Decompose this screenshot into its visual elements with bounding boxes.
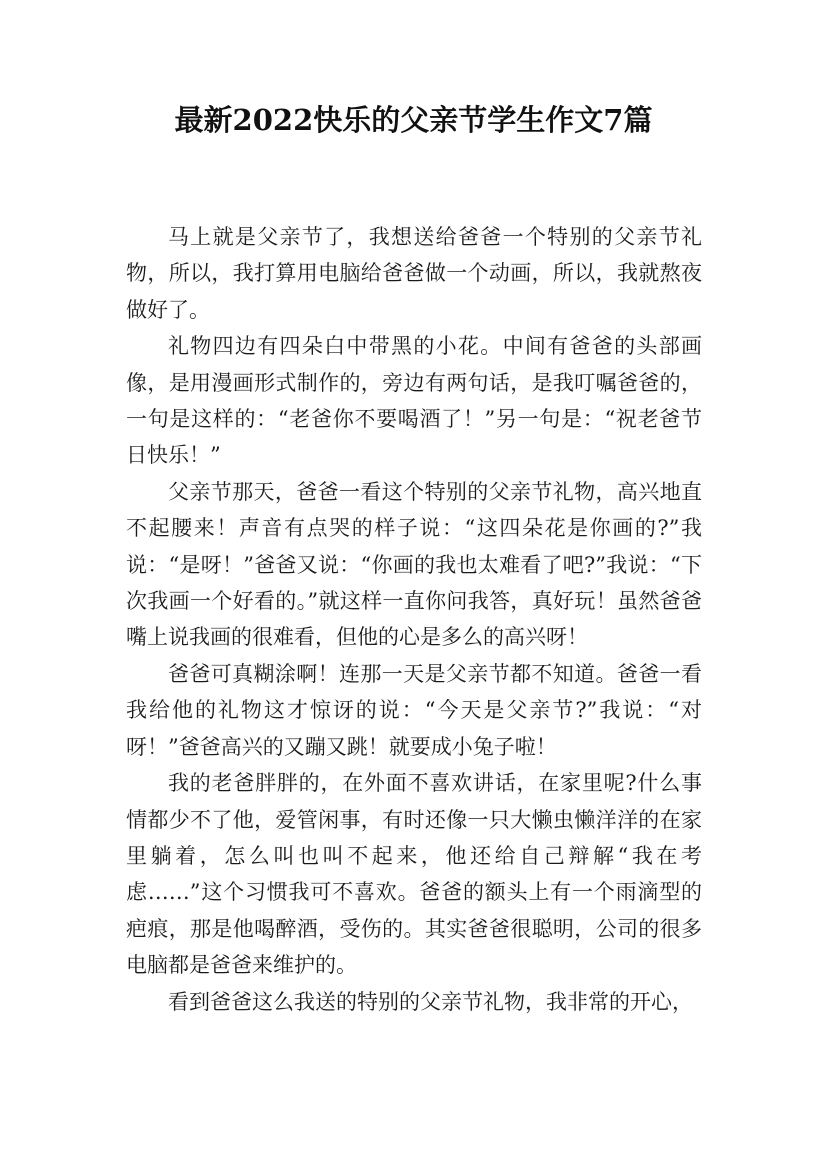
paragraph: 马上就是父亲节了，我想送给爸爸一个特别的父亲节礼物，所以，我打算用电脑给爸爸做一个动画，所以，我就熬夜做好了。 <box>126 225 702 322</box>
document-body <box>126 219 702 1020</box>
paragraph: 父亲节那天，爸爸一看这个特别的父亲节礼物，高兴地直不起腰来！声音有点哭的样子说：“这四朵花是你画的?”我说：“是呀！”爸爸又说：“你画的我也太难看了吧?”我说：“下次我画一个好看的。”就这样一直你问我答，真好玩！虽然爸爸嘴上说我画的很难看，但他的心是多么的高兴呀！ <box>126 479 702 650</box>
document-title: 最新2022快乐的父亲节学生作文7篇 <box>174 103 653 137</box>
paragraph: 爸爸可真糊涂啊！连那一天是父亲节都不知道。爸爸一看我给他的礼物这才惊讶的说：“今天是父亲节?”我说：“对呀！”爸爸高兴的又蹦又跳！就要成小兔子啦！ <box>126 661 702 759</box>
paragraph: 礼物四边有四朵白中带黑的小花。中间有爸爸的头部画像，是用漫画形式制作的，旁边有两句话，是我叮嘱爸爸的，一句是这样的：“老爸你不要喝酒了！”另一句是：“祝老爸节日快乐！” <box>126 334 702 468</box>
paragraph: 我的老爸胖胖的，在外面不喜欢讲话，在家里呢?什么事情都少不了他，爱管闲事，有时还像一只大懒虫懒洋洋的在家里躺着，怎么叫也叫不起来，他还给自己辩解“我在考虑……”这个习惯我可不喜欢。爸爸的额头上有一个雨滴型的疤痕，那是他喝醉酒，受伤的。其实爸爸很聪明，公司的很多电脑都是爸爸来维护的。 <box>126 771 702 978</box>
paragraph: 看到爸爸这么我送的特别的父亲节礼物，我非常的开心， <box>168 989 693 1014</box>
